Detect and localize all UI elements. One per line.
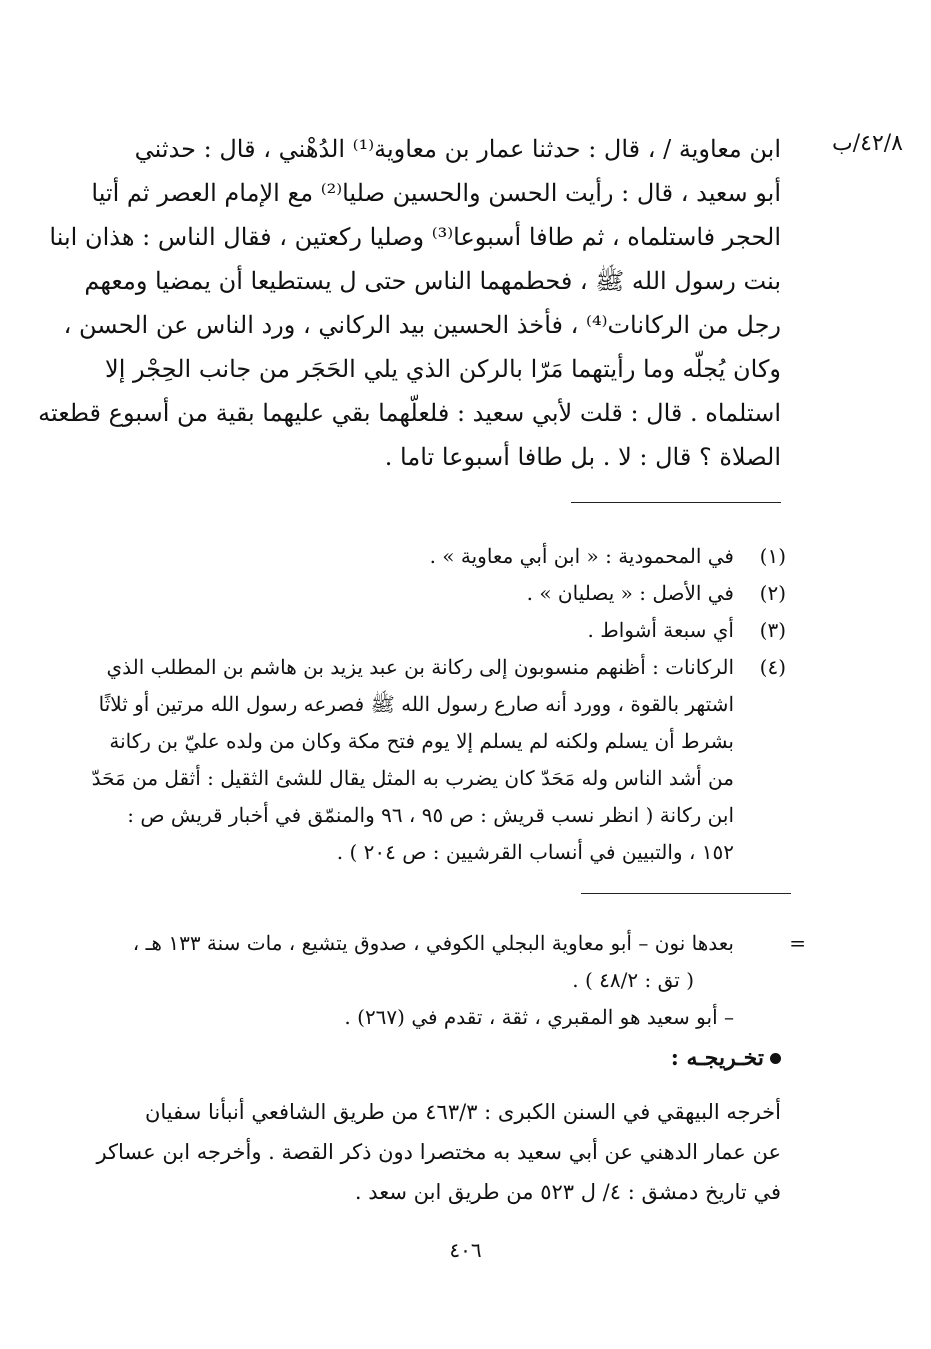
takhrij-line: في تاريخ دمشق : ٤/ ل ٥٢٣ من طريق ابن سعد . — [354, 1180, 781, 1204]
footnote-2 — [106, 575, 786, 612]
footnote-number: (٣) — [759, 618, 786, 642]
continuation-line: بعدها نون – أبو معاوية البجلي الكوفي ، صدوق يتشيع ، مات سنة ١٣٣ هـ ، — [132, 931, 734, 955]
main-text-line: وكان يُجلّه وما رأيتهما مَرّا بالركن الذي يلي الحَجَر من جانب الحِجْر إلا — [105, 355, 781, 383]
main-text-line: الحجر فاستلماه ، ثم طافا أسبوعا⁽³⁾ وصليا ركعتين ، فقال الناس : هذان ابنا — [49, 223, 781, 251]
footnote-line: ابن ركانة ( انظر نسب قريش : ص ٩٥ ، ٩٦ والمنمّق في أخبار قريش ص : — [127, 803, 734, 827]
footnote-text: في المحمودية : « ابن أبي معاوية » . — [429, 544, 734, 568]
footnote-line: بشرط أن يسلم ولكنه لم يسلم إلا يوم فتح مكة وكان من ولده عليّ بن ركانة — [109, 729, 734, 753]
footnote-text — [92, 649, 734, 871]
footnote-line: اشتهر بالقوة ، وورد أنه صارع رسول الله ﷺ فصرعه رسول الله مرتين أو ثلاثًا — [98, 692, 734, 716]
continuation-divider — [581, 893, 791, 894]
footnote-divider — [571, 502, 781, 503]
footnote-number: (١) — [759, 544, 786, 568]
footnote-line: ١٥٢ ، والتبيين في أنساب القرشيين : ص ٢٠٤ ) . — [336, 840, 734, 864]
footnote-number: (٢) — [759, 581, 786, 605]
footnotes — [91, 538, 786, 871]
main-text-line: ابن معاوية / ، قال : حدثنا عمار بن معاوية⁽¹⁾ الدُهْني ، قال : حدثني — [134, 135, 781, 163]
main-text-line: أبو سعيد ، قال : رأيت الحسن والحسين صليا⁽²⁾ مع الإمام العصر ثم أتيا — [91, 179, 781, 207]
footnote-text: أي سبعة أشواط . — [587, 618, 734, 642]
footnote-line: الركانات : أظنهم منسوبون إلى ركانة بن عبد يزيد بن هاشم بن المطلب الذي — [106, 655, 734, 679]
page-number: ٤٠٦ — [449, 1238, 482, 1262]
footnote-3 — [106, 612, 786, 649]
takhrij-line: أخرجه البيهقي في السنن الكبرى : ٤٦٣/٣ من طريق الشافعي أنبأنا سفيان — [144, 1100, 781, 1124]
main-text-line: رجل من الركانات⁽⁴⁾ ، فأخذ الحسين بيد الركاني ، ورد الناس عن الحسن ، — [63, 311, 781, 339]
main-text — [38, 127, 781, 479]
takhrij-heading — [671, 1045, 781, 1071]
main-text-line: استلماه . قال : قلت لأبي سعيد : فلعلّهما بقي عليهما بقية من أسبوع قطعته — [38, 399, 781, 427]
footnote-text: في الأصل : « يصليان » . — [526, 581, 734, 605]
continuation-line: ( تق : ٤٨/٢ ) . — [572, 968, 694, 992]
footnote-line: من أشد الناس وله مَحَدّ كان يضرب به المثل يقال للشئ الثقيل : أثقل من مَحَدّ — [91, 766, 734, 790]
manuscript-folio-ref: ٤٢/٨/ب — [832, 131, 903, 156]
footnote-4 — [91, 649, 786, 871]
main-text-line: الصلاة ؟ قال : لا . بل طافا أسبوعا تاما . — [384, 443, 781, 471]
continuation-marker: = — [789, 931, 806, 955]
footnote-number: (٤) — [759, 655, 786, 679]
takhrij-line: عن عمار الدهني عن أبي سعيد به مختصرا دون ذكر القصة . وأخرجه ابن عساكر — [96, 1140, 781, 1164]
takhrij-text — [96, 1092, 781, 1212]
main-text-line: بنت رسول الله ﷺ ، فحطمهما الناس حتى ل يستطيعا أن يمضيا ومعهم — [84, 267, 781, 295]
bullet-icon — [770, 1053, 781, 1064]
takhrij-heading-text: تخـريجـه : — [670, 1045, 764, 1071]
previous-page-note-continuation — [106, 925, 806, 1036]
footnote-1 — [106, 538, 786, 575]
continuation-line: – أبو سعيد هو المقبري ، ثقة ، تقدم في (٢٦٧) . — [344, 1005, 734, 1029]
